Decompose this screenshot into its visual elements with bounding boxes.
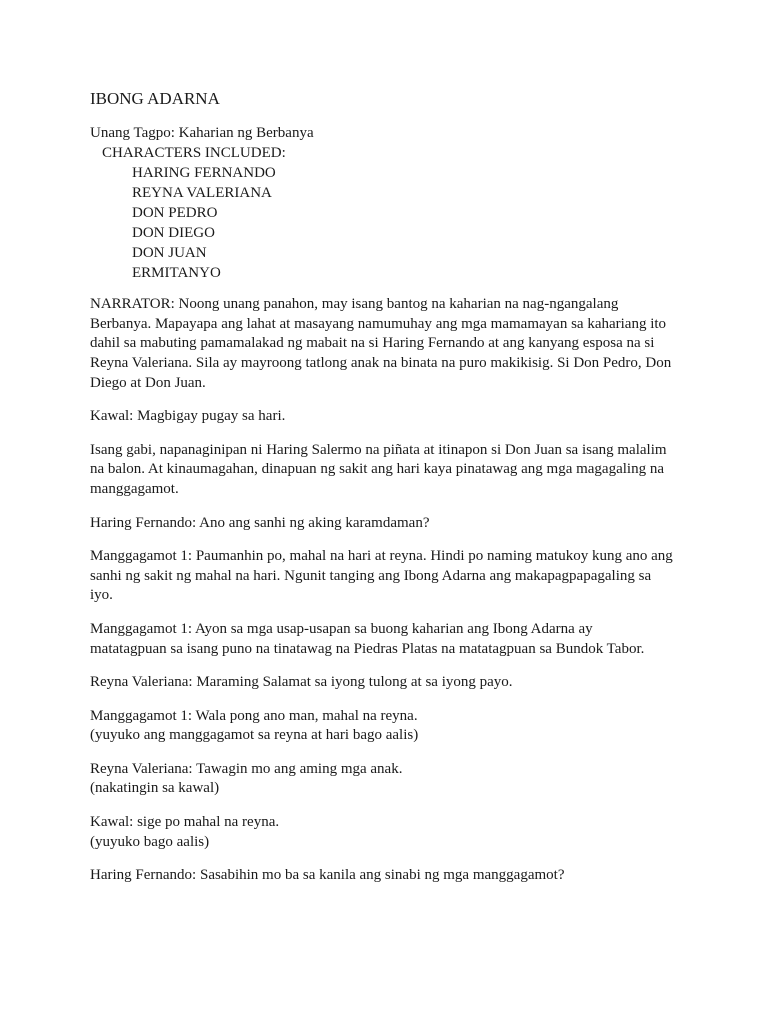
characters-heading: CHARACTERS INCLUDED:: [102, 144, 286, 161]
character-item: HARING FERNANDO: [132, 165, 276, 182]
document-title: IBONG ADARNA: [90, 89, 220, 108]
narration-paragraph: [90, 441, 690, 500]
text-line: na balon. At kinaumagahan, dinapuan ng sakit ang hari kaya pinatawag ang mga magagaling na: [90, 461, 664, 478]
stage-direction: (yuyuko bago aalis): [90, 833, 210, 850]
character-item: DON DIEGO: [132, 225, 215, 242]
dialogue-paragraph: [90, 514, 690, 534]
text-line: Diego at Don Juan.: [90, 374, 206, 391]
dialogue-paragraph: [90, 866, 690, 886]
text-line: matatagpuan sa isang puno na tinatawag na Piedras Platas na matatagpuan sa Bundok Tabor.: [90, 640, 645, 657]
text-line: Reyna Valeriana. Sila ay mayroong tatlong anak na binata na puro makikisig. Si Don Pedro, Don: [90, 354, 672, 371]
text-line: NARRATOR: Noong unang panahon, may isang bantog na kaharian na nag-ngangalang: [90, 296, 619, 313]
character-item: DON JUAN: [132, 245, 207, 262]
text-line: Manggagamot 1: Paumanhin po, mahal na hari at reyna. Hindi po naming matukoy kung ano ang: [90, 548, 673, 565]
text-line: Kawal: sige po mahal na reyna.: [90, 814, 280, 831]
text-line: iyo.: [90, 587, 113, 604]
character-item: REYNA VALERIANA: [132, 185, 272, 202]
dialogue-paragraph: [90, 673, 690, 693]
text-line: Kawal: Magbigay pugay sa hari.: [90, 408, 286, 425]
stage-direction: (yuyuko ang manggagamot sa reyna at hari bago aalis): [90, 727, 419, 744]
document-page: [90, 87, 690, 886]
narrator-paragraph: [90, 295, 690, 393]
scene-heading: Unang Tagpo: Kaharian ng Berbanya: [90, 125, 314, 141]
text-line: sanhi ng sakit ng mahal na hari. Ngunit tanging ang Ibong Adarna ang makapagpapagaling sa: [90, 567, 652, 584]
dialogue-paragraph: [90, 407, 690, 427]
text-line: dahil sa mabuting pamamalakad ng mabait na si Haring Fernando at ang kanyang esposa na si: [90, 335, 655, 352]
stage-direction: (nakatingin sa kawal): [90, 780, 220, 797]
dialogue-paragraph: [90, 707, 690, 746]
text-line: Berbanya. Mapayapa ang lahat at masayang namumuhay ang mga mamamayan sa kahariang ito: [90, 315, 667, 332]
text-line: Manggagamot 1: Ayon sa mga usap-usapan sa buong kaharian ang Ibong Adarna ay: [90, 620, 593, 637]
text-line: Reyna Valeriana: Maraming Salamat sa iyong tulong at sa iyong payo.: [90, 674, 513, 691]
dialogue-paragraph: [90, 760, 690, 799]
text-line: Isang gabi, napanaginipan ni Haring Salermo na piñata at itinapon si Don Juan sa isang malalim: [90, 441, 667, 458]
dialogue-paragraph: [90, 547, 690, 606]
text-line: manggagamot.: [90, 480, 179, 497]
text-line: Haring Fernando: Sasabihin mo ba sa kanila ang sinabi ng mga manggagamot?: [90, 867, 565, 884]
dialogue-paragraph: [90, 620, 690, 659]
text-line: Reyna Valeriana: Tawagin mo ang aming mga anak.: [90, 760, 403, 777]
dialogue-paragraph: [90, 813, 690, 852]
character-list: [90, 163, 690, 283]
text-line: Manggagamot 1: Wala pong ano man, mahal na reyna.: [90, 707, 418, 724]
character-item: DON PEDRO: [132, 205, 218, 222]
text-line: Haring Fernando: Ano ang sanhi ng aking karamdaman?: [90, 514, 430, 531]
character-item: ERMITANYO: [132, 265, 221, 282]
